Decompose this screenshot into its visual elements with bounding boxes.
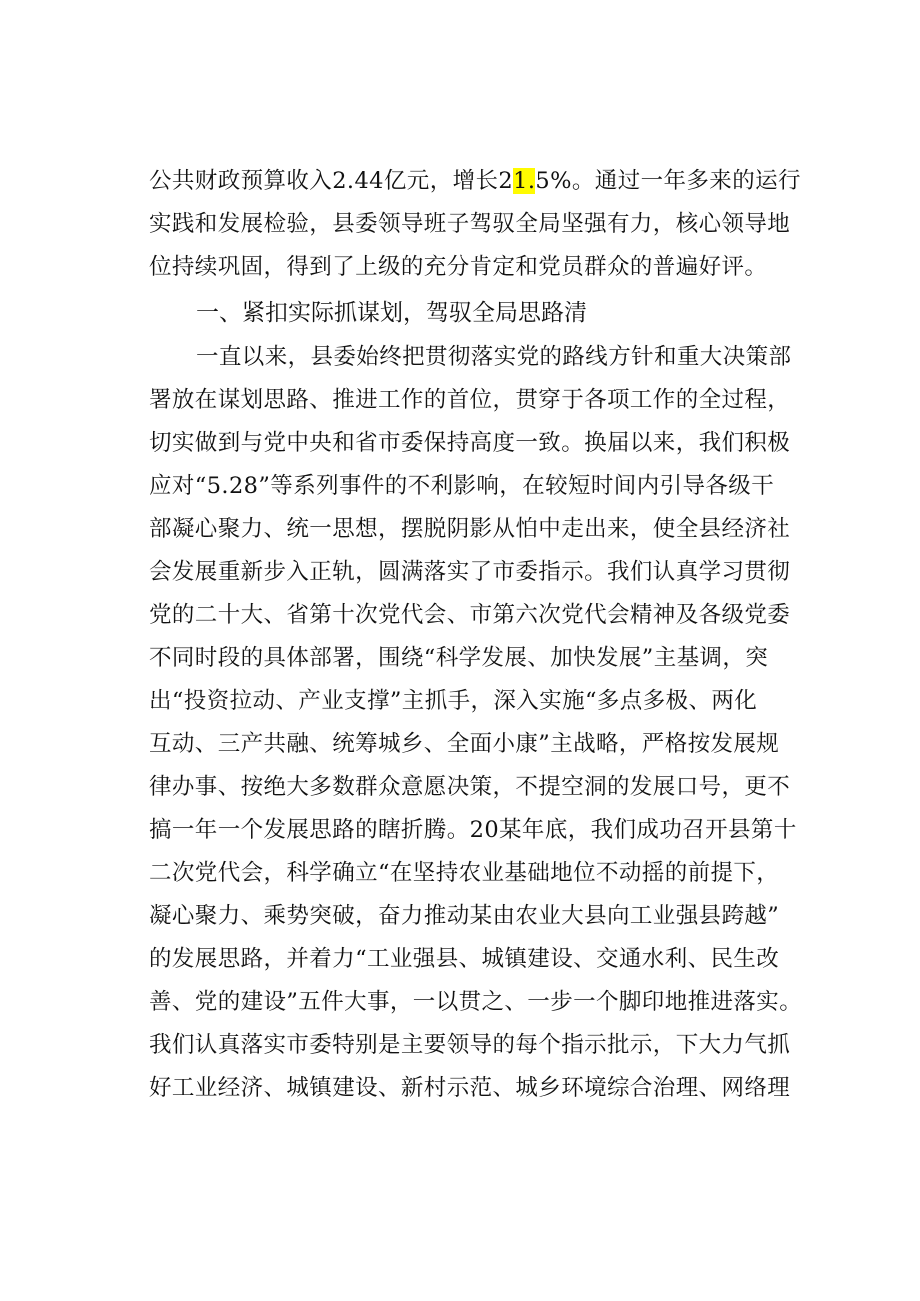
paragraph-line: 切实做到与党中央和省市委保持高度一致。换届以来，我们积极 bbox=[149, 430, 791, 456]
paragraph-line-first: 一直以来，县委始终把贯彻落实党的路线方针和重大决策部 bbox=[196, 344, 792, 370]
paragraph-line: 的发展思路，并着力“工业强县、城镇建设、交通水利、民生改 bbox=[149, 946, 780, 972]
intro-line-1-after: 5%。通过一年多来的运行 bbox=[535, 168, 801, 194]
paragraph-line: 好工业经济、城镇建设、新村示范、城乡环境综合治理、网络理 bbox=[149, 1075, 791, 1101]
paragraph-line: 部凝心聚力、统一思想，摆脱阴影从怕中走出来，使全县经济社 bbox=[149, 516, 791, 542]
paragraph-line: 会发展重新步入正轨，圆满落实了市委指示。我们认真学习贯彻 bbox=[149, 559, 791, 585]
paragraph-line: 署放在谋划思路、推进工作的首位，贯穿于各项工作的全过程， bbox=[149, 387, 791, 413]
paragraph-line: 互动、三产共融、统筹城乡、全面小康”主战略，严格按发展规 bbox=[149, 731, 780, 757]
paragraph-line: 实践和发展检验，县委领导班子驾驭全局坚强有力，核心领导地 bbox=[149, 211, 791, 237]
paragraph-line: 我们认真落实市委特别是主要领导的每个指示批示，下大力气抓 bbox=[149, 1032, 791, 1058]
paragraph-line: 出“投资拉动、产业支撑”主抓手，深入实施“多点多极、两化 bbox=[149, 688, 758, 714]
section-heading: 一、紧扣实际抓谋划，驾驭全局思路清 bbox=[196, 300, 587, 326]
paragraph-line-highlighted bbox=[149, 166, 809, 196]
paragraph-line: 党的二十大、省第十次党代会、市第六次党代会精神及各级党委 bbox=[149, 602, 791, 628]
paragraph-line: 凝心聚力、乘势突破，奋力推动某由农业大县向工业强县跨越” bbox=[149, 903, 780, 929]
paragraph-line: 应对“5.28”等系列事件的不利影响，在较短时间内引导各级干 bbox=[149, 473, 775, 499]
paragraph-line: 善、党的建设”五件大事，一以贯之、一步一个脚印地推进落实。 bbox=[149, 989, 803, 1015]
paragraph-line: 搞一年一个发展思路的瞎折腾。20某年底，我们成功召开县第十 bbox=[149, 817, 797, 843]
paragraph-line: 位持续巩固，得到了上级的充分肯定和党员群众的普遍好评。 bbox=[149, 254, 768, 280]
intro-line-1-before: 公共财政预算收入2.44亿元，增长2 bbox=[149, 168, 514, 194]
paragraph-line: 二次党代会，科学确立“在坚持农业基础地位不动摇的前提下， bbox=[149, 860, 780, 886]
paragraph-line: 不同时段的具体部署，围绕“科学发展、加快发展”主基调，突 bbox=[149, 645, 769, 671]
paragraph-line: 律办事、按绝大多数群众意愿决策，不提空洞的发展口号，更不 bbox=[149, 774, 791, 800]
highlighted-text: 1. bbox=[513, 168, 536, 194]
